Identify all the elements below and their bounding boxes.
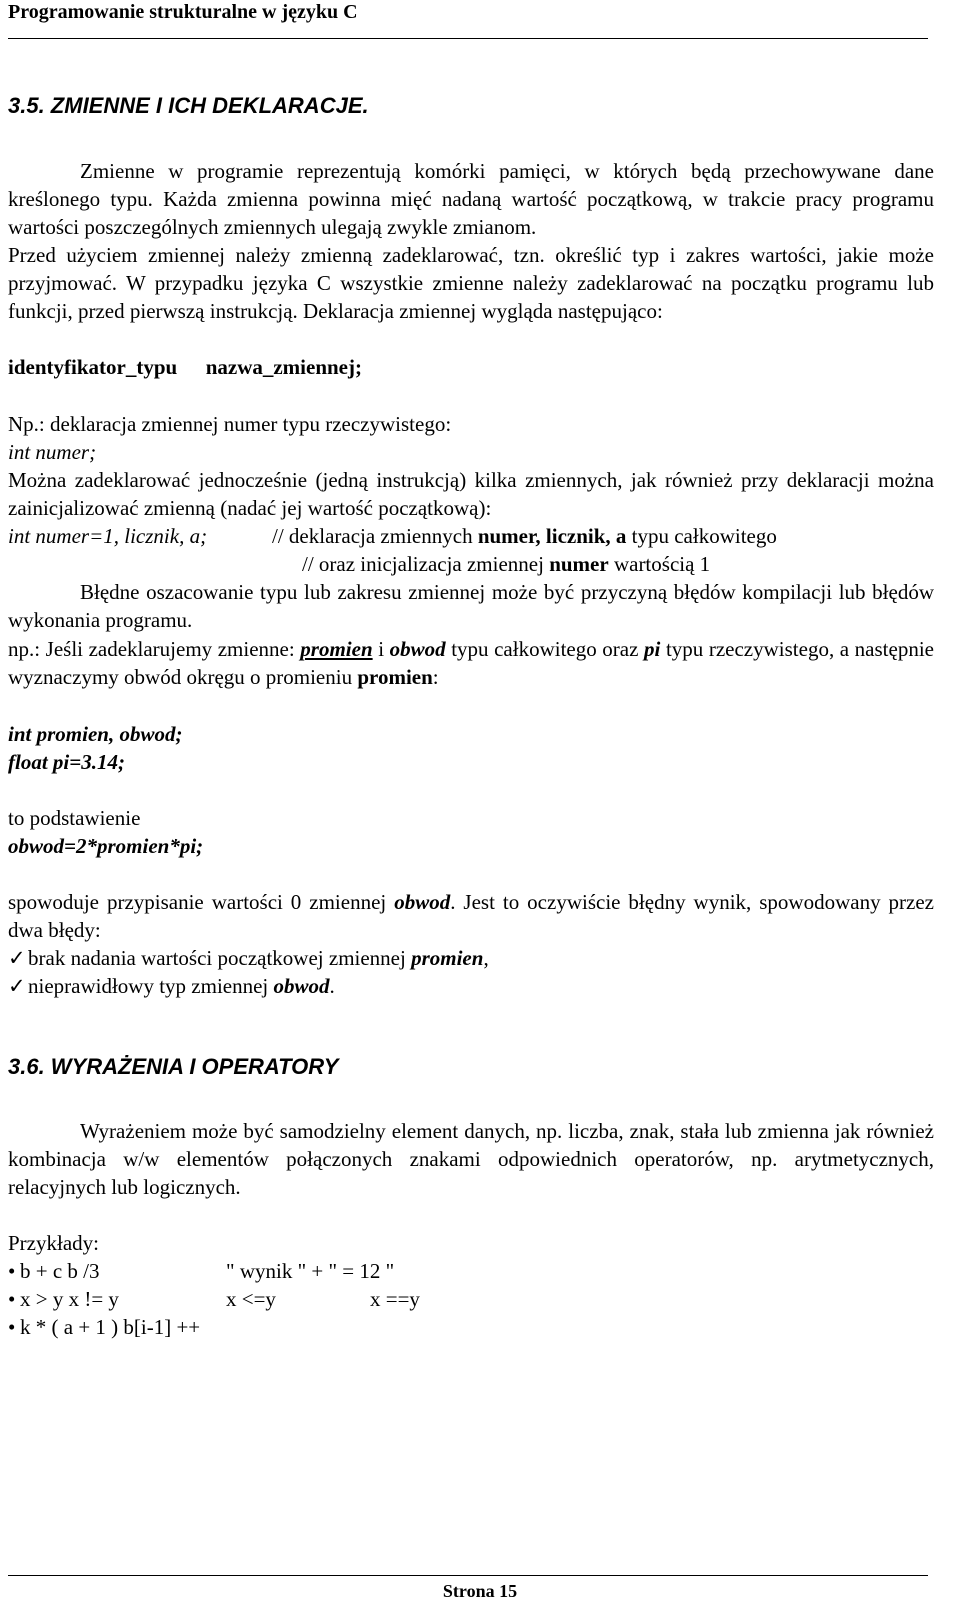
- comment-vars: numer, licznik, a: [477, 524, 627, 548]
- var-obwod-2: obwod: [394, 890, 451, 914]
- declaration-syntax: [8, 353, 362, 381]
- code-line-2: float pi=3.14;: [8, 750, 125, 774]
- section-heading-expressions: 3.6. WYRAŻENIA I OPERATORY: [8, 1054, 339, 1079]
- paragraph-errors: Błędne oszacowanie typu lub zakresu zmiennej może być przyczyną błędów kompilacji lub błędów wykonania programu.: [8, 580, 934, 632]
- section-heading-variables: 3.5. ZMIENNE I ICH DEKLARACJE.: [8, 93, 369, 118]
- footer-rule: [8, 1575, 928, 1576]
- examples-label: Przykłady:: [8, 1231, 99, 1255]
- paragraph-declaration: Przed użyciem zmiennej należy zmienną zadeklarować, tzn. określić typ i zakres wartości, jakie może przyjmować. W przypadku języka C wszystkie zmienne należy zadeklarować na początku programu lub funkcji, przed pierwszą instrukcją. Deklaracja zmiennej wygląda następująco:: [8, 243, 934, 323]
- code-line-1: int promien, obwod;: [8, 722, 183, 746]
- substitution-code: obwod=2*promien*pi;: [8, 834, 204, 858]
- error-item-1: ✓ brak nadania wartości początkowej zmiennej promien,: [8, 946, 489, 970]
- header-rule: [8, 38, 928, 39]
- example-row-2-le: x <=y: [226, 1287, 276, 1311]
- comment-var-numer: numer: [549, 552, 609, 576]
- multi-code: int numer=1, licznik, a;: [8, 524, 208, 548]
- example-row-1-string: " wynik " + " = 12 ": [226, 1259, 395, 1283]
- var-obwod: obwod: [389, 637, 446, 661]
- comment-line-1: // deklaracja zmiennych numer, licznik, a typu całkowitego: [272, 524, 777, 548]
- error-item-2: ✓ nieprawidłowy typ zmiennej obwod.: [8, 974, 335, 998]
- example-intro: Np.: deklaracja zmiennej numer typu rzeczywistego:: [8, 412, 452, 436]
- example-row-2: • x > y x != y: [8, 1287, 119, 1311]
- example-row-2-eq: x ==y: [370, 1287, 420, 1311]
- bullet-icon: •: [8, 1287, 16, 1311]
- running-header: Programowanie strukturalne w języku C: [8, 1, 358, 23]
- substitution-intro: to podstawienie: [8, 806, 141, 830]
- var-pi: pi: [644, 637, 661, 661]
- check-icon: ✓: [8, 974, 26, 998]
- check-icon: ✓: [8, 946, 26, 970]
- var-promien: promien: [300, 637, 373, 661]
- bullet-icon: •: [8, 1259, 16, 1283]
- paragraph-expressions: Wyrażeniem może być samodzielny element danych, np. liczba, znak, stała lub zmienna jak również kombinacja w/w elementów połączonych znakami odpowiednich operatorów, np. arytmetycznych, relacyjnych lub logicznych.: [8, 1119, 934, 1199]
- comment-line-2: // oraz inicjalizacja zmiennej numer wartością 1: [302, 552, 711, 576]
- page-number: Strona 15: [442, 1581, 518, 1601]
- example-code: int numer;: [8, 440, 97, 464]
- example-row-1: • b + c b /3: [8, 1259, 100, 1283]
- paragraph-multi-declaration: Można zadeklarować jednocześnie (jedną instrukcją) kilka zmiennych, jak również przy deklaracji można zainicjalizować zmienną (nadać jej wartość początkową):: [8, 468, 934, 520]
- example-row-3: • k * ( a + 1 ) b[i-1] ++: [8, 1315, 201, 1339]
- syntax-name: nazwa_zmiennej;: [205, 355, 362, 379]
- syntax-type: identyfikator_typu: [8, 355, 178, 379]
- paragraph-example-circle: np.: Jeśli zadeklarujemy zmienne: promien i obwod typu całkowitego oraz pi typu rzeczywistego, a następnie wyznaczymy obwód okręgu o promieniu promien:: [8, 637, 934, 689]
- paragraph-result: spowoduje przypisanie wartości 0 zmiennej obwod. Jest to oczywiście błędny wynik, spowodowany przez dwa błędy:: [8, 890, 934, 942]
- var-promien-2: promien: [357, 665, 433, 689]
- bullet-icon: •: [8, 1315, 16, 1339]
- paragraph-variables-intro: Zmienne w programie reprezentują komórki pamięci, w których będą przechowywane dane kreślonego typu. Każda zmienna powinna mięć nadaną wartość początkową, w trakcie pracy programu wartości poszczególnych zmiennych ulegają zwykle zmianom.: [8, 159, 934, 239]
